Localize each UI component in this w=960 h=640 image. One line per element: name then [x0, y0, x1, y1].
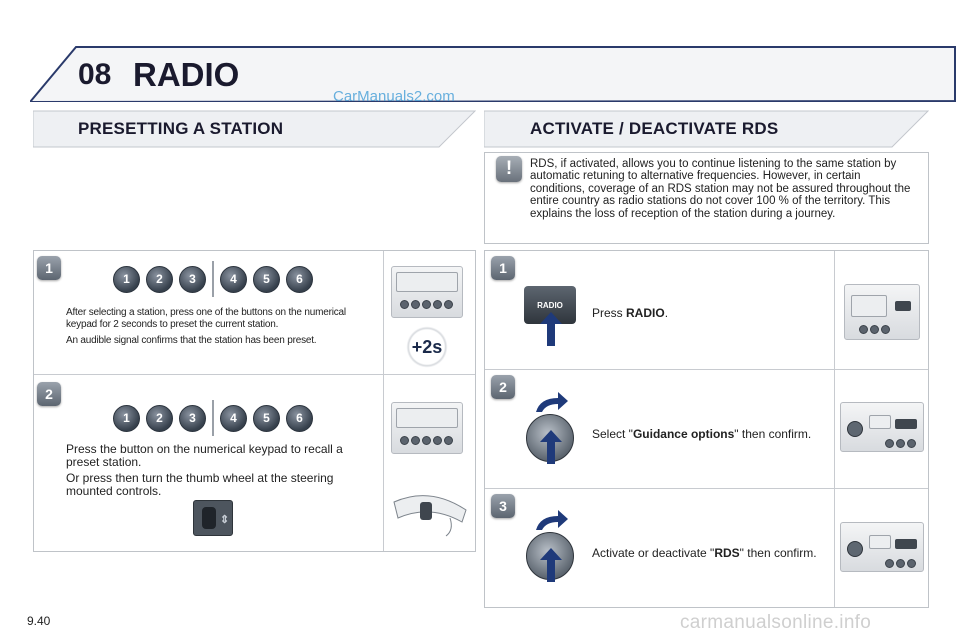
- rds-step-3-pre: Activate or deactivate ": [592, 546, 715, 560]
- step-1-confirm-text: An audible signal confirms that the station has been preset.: [66, 335, 317, 346]
- keypad-button-6: 6: [286, 266, 313, 293]
- rds-step-2-post: " then confirm.: [734, 427, 812, 441]
- radio-preset-dots: [400, 436, 455, 445]
- confirm-arrow-icon: [540, 548, 562, 582]
- step-1-badge: 1: [37, 256, 61, 280]
- keypad-button-4: 4: [220, 266, 247, 293]
- confirm-arrow-icon: [540, 430, 562, 464]
- radio-display: [396, 408, 458, 428]
- keypad-button-1: 1: [113, 405, 140, 432]
- numeric-keypad-2: [113, 400, 319, 436]
- keypad-separator: [212, 261, 214, 297]
- step-2-badge: 2: [37, 382, 61, 406]
- watermark-top: CarManuals2.com: [333, 88, 455, 105]
- radio-preset-dots: [885, 439, 918, 448]
- rds-step-3-badge: 3: [491, 494, 515, 518]
- rds-info-text: RDS, if activated, allows you to continue listening to the same station by automatic retuning to alternative frequencies. However, in certain conditions, coverage of an RDS station may not be assured throughout the entire country as radio stations do not cover 100 % of the territory. This explains the loss of reception of the station during a journey.: [530, 158, 911, 220]
- radio-unit-illustration-2: [391, 402, 463, 454]
- keypad-button-4: 4: [220, 405, 247, 432]
- rds-step-divider-2: [485, 488, 928, 489]
- rds-step-divider-1: [485, 369, 928, 370]
- rotate-arrow-icon: [534, 392, 570, 414]
- radio-key-icon: RADIO: [524, 286, 576, 324]
- keypad-button-5: 5: [253, 405, 280, 432]
- rds-step-2-bold: Guidance options: [632, 427, 735, 441]
- radio-preset-dots: [400, 300, 455, 309]
- radio-panel-illustration-3: [840, 522, 924, 572]
- radio-unit-illustration: [391, 266, 463, 318]
- panel-divider: [383, 251, 384, 551]
- keypad-button-3: 3: [179, 266, 206, 293]
- keypad-button-2: 2: [146, 405, 173, 432]
- rds-step-3-bold: RDS: [714, 546, 740, 560]
- rotate-arrow-icon: [534, 510, 570, 532]
- radio-preset-dots: [859, 325, 892, 334]
- keypad-button-3: 3: [179, 405, 206, 432]
- page-number: 9.40: [27, 614, 51, 628]
- rds-panel-divider: [834, 251, 835, 607]
- rds-step-2-badge: 2: [491, 375, 515, 399]
- radio-preset-dots: [885, 559, 918, 568]
- thumb-wheel-icon: ⇕: [193, 500, 233, 536]
- steering-wheel-icon: [390, 488, 470, 538]
- rds-step-1-text: [592, 307, 668, 320]
- keypad-button-5: 5: [253, 266, 280, 293]
- rds-step-3-post: " then confirm.: [739, 546, 817, 560]
- rds-step-2-pre: Select ": [592, 427, 633, 441]
- radio-panel-illustration-1: [844, 284, 920, 340]
- step-divider: [34, 374, 475, 375]
- press-arrow-icon: [540, 312, 562, 346]
- chapter-number: 08: [78, 58, 112, 91]
- radio-display: [396, 272, 458, 292]
- rds-step-2-text: [592, 428, 811, 441]
- right-section-title: ACTIVATE / DEACTIVATE RDS: [530, 119, 779, 138]
- radio-display: [851, 295, 887, 317]
- rds-step-3-text: [592, 547, 817, 560]
- hold-2-seconds-icon: +2s: [405, 325, 449, 369]
- rds-step-1-pre: Press: [592, 306, 627, 320]
- step-1-text: After selecting a station, press one of the buttons on the numerical keypad for 2 seconds to preset the current station.: [66, 307, 346, 330]
- radio-display: [869, 535, 891, 549]
- radio-panel-illustration-2: [840, 402, 924, 452]
- chapter-title: RADIO: [133, 56, 240, 93]
- steering-control-illustration: [390, 488, 470, 538]
- keypad-button-2: 2: [146, 266, 173, 293]
- left-section-title: PRESETTING A STATION: [78, 119, 284, 138]
- rds-step-1-bold: RADIO: [626, 306, 665, 320]
- watermark-bottom: carmanualsonline.info: [680, 612, 872, 633]
- step-2-text: Press the button on the numerical keypad to recall a preset station.: [66, 442, 343, 469]
- rds-step-1-post: .: [664, 306, 669, 320]
- step-2-alt-text: Or press then turn the thumb wheel at the steering mounted controls.: [66, 471, 334, 498]
- keypad-button-1: 1: [113, 266, 140, 293]
- rds-step-1-badge: 1: [491, 256, 515, 280]
- warning-icon: !: [496, 156, 522, 182]
- keypad-button-6: 6: [286, 405, 313, 432]
- numeric-keypad-1: [113, 261, 319, 297]
- radio-display: [869, 415, 891, 429]
- keypad-separator: [212, 400, 214, 436]
